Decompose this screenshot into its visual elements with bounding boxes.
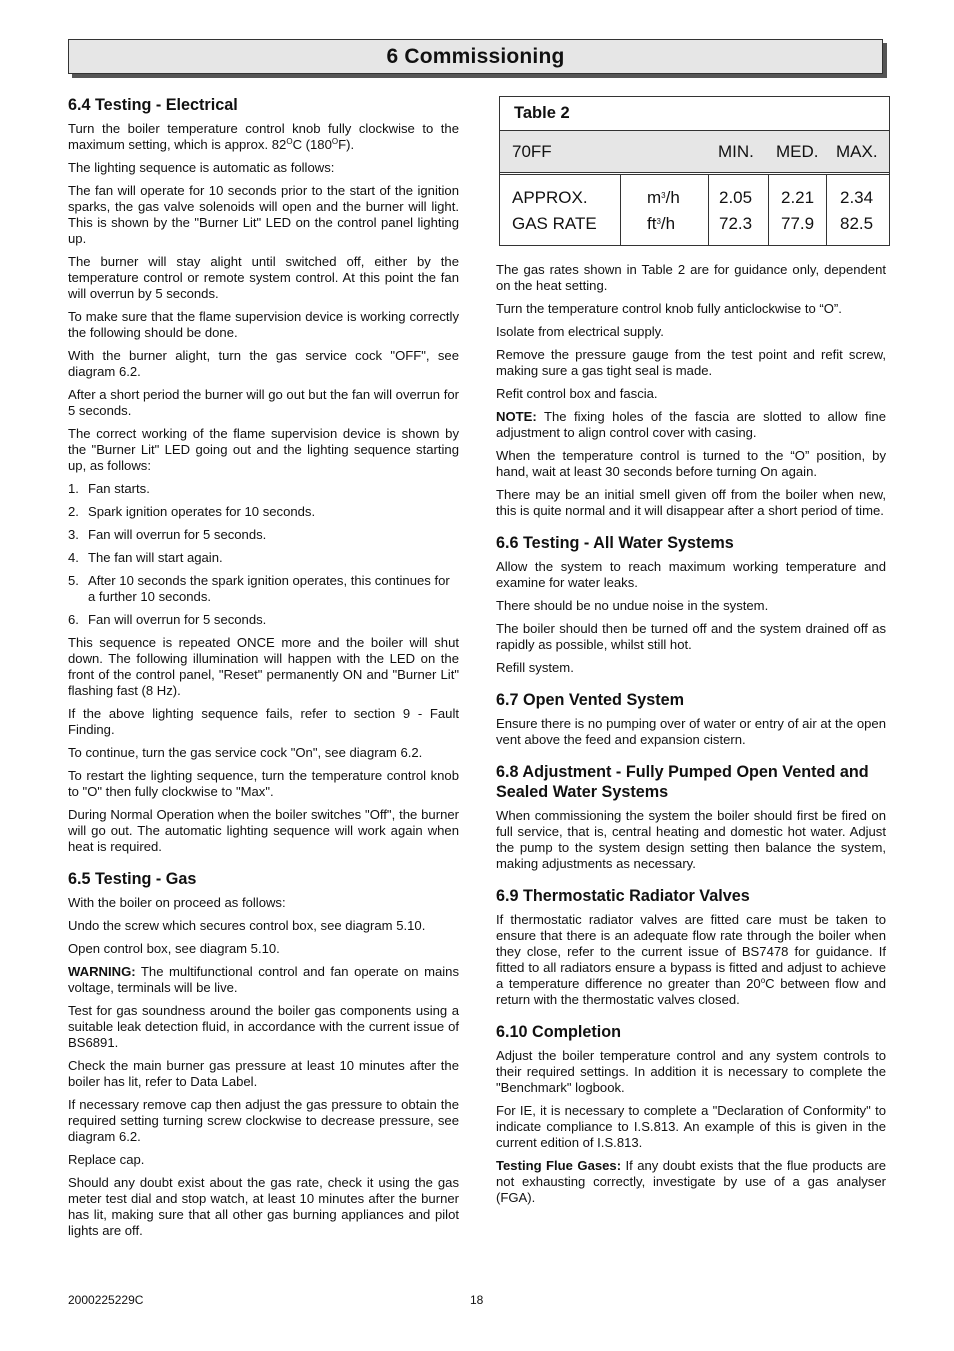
- paragraph: Refill system.: [496, 660, 574, 675]
- paragraph: The boiler should then be turned off and the system drained off as rapidly as possible, whilst still hot.: [496, 621, 886, 652]
- warning-label: WARNING:: [68, 964, 136, 979]
- paragraph: During Normal Operation when the boiler switches "Off", the burner will go out. The automatic lighting sequence will work again when heat is required.: [68, 807, 459, 854]
- chapter-banner: [68, 39, 883, 74]
- list-item: [68, 550, 459, 566]
- paragraph: The correct working of the flame supervision device is shown by the "Burner Lit" LED going out and the lighting sequence starting up, as follows:: [68, 426, 459, 473]
- paragraph: To continue, turn the gas service cock "On", see diagram 6.2.: [68, 745, 423, 760]
- text: F).: [338, 137, 355, 152]
- table-data-row: [500, 175, 889, 246]
- warning-text: The multifunctional control and fan operate on mains voltage, terminals will be live.: [68, 964, 459, 995]
- paragraph: [496, 912, 886, 1008]
- section-heading-6-10: 6.10 Completion: [496, 1023, 622, 1041]
- section-heading-6-4: 6.4 Testing - Electrical: [68, 96, 238, 114]
- flue-text: If any doubt exists that the flue products are not exhausting correctly, investigate by use of a gas analyser (FGA).: [496, 1158, 887, 1205]
- paragraph: Check the main burner gas pressure at least 10 minutes after the boiler has lit, refer to Data Label.: [68, 1058, 459, 1089]
- paragraph: The fan will operate for 10 seconds prior to the start of the ignition sparks, the gas valve solenoids will open and the burner will light. This is shown by the "Burner Lit" LED on the control panel lighting up.: [68, 183, 459, 246]
- header-min: MIN.: [718, 141, 754, 161]
- list-text: Fan starts.: [88, 481, 150, 496]
- table-caption: Table 2: [500, 97, 889, 131]
- note-paragraph: [496, 409, 886, 441]
- unit-text: m: [647, 187, 662, 207]
- min-cell: [709, 175, 769, 246]
- max-cell: [827, 175, 889, 246]
- list-item: [68, 612, 459, 628]
- note-label: NOTE:: [496, 409, 537, 424]
- paragraph: Replace cap.: [68, 1152, 145, 1167]
- paragraph: When commissioning the system the boiler should first be fired on full service, that is, central heating and domestic hot water. Adjust the pump to the system design setting then balance the system, making adjustments as necessary.: [496, 808, 886, 871]
- chapter-title: 6 Commissioning: [386, 44, 565, 68]
- page-number: 18: [470, 1293, 484, 1307]
- left-column: [68, 95, 459, 1246]
- paragraph: To make sure that the flame supervision device is working correctly the following should be done.: [68, 309, 459, 340]
- list-number: 1.: [68, 481, 79, 496]
- paragraph: Allow the system to reach maximum working temperature and examine for water leaks.: [496, 559, 886, 590]
- paragraph: The burner will stay alight until switched off, either by the temperature control or remote system control. At this point the fan will overrun by 5 seconds.: [68, 254, 459, 301]
- table-header-row: [500, 131, 889, 173]
- unit-metric: [647, 185, 708, 211]
- list-number: 3.: [68, 527, 79, 542]
- model-label: 70FF: [512, 141, 552, 161]
- list-text: Fan will overrun for 5 seconds.: [88, 612, 267, 627]
- section-heading-6-9: 6.9 Thermostatic Radiator Valves: [496, 887, 750, 905]
- paragraph: There should be no undue noise in the system.: [496, 598, 769, 613]
- paragraph: For IE, it is necessary to complete a "Declaration of Conformity" to indicate compliance to I.S.813. An example of this is given in the current edition of I.S.813.: [496, 1103, 886, 1150]
- paragraph: [68, 121, 459, 153]
- paragraph: Should any doubt exist about the gas rate, check it using the gas meter test dial and stop watch, at least 10 minutes after the burner has lit, making sure that all other gas burning appliances and pilot lights are off.: [68, 1175, 459, 1238]
- paragraph: After a short period the burner will go out but the fan will overrun for 5 seconds.: [68, 387, 459, 418]
- text: Turn the boiler temperature control knob fully clockwise to the maximum setting, which is approx. 82: [68, 121, 459, 152]
- text: C (180: [292, 137, 332, 152]
- max-metric-value: 2.34: [840, 187, 874, 207]
- paragraph: If the above lighting sequence fails, refer to section 9 - Fault Finding.: [68, 706, 459, 737]
- paragraph: Undo the screw which secures control box, see diagram 5.10.: [68, 918, 426, 933]
- superscript: 3: [661, 190, 666, 200]
- paragraph: With the burner alight, turn the gas service cock "OFF", see diagram 6.2.: [68, 348, 459, 379]
- paragraph: Ensure there is no pumping over of water or entry of air at the open vent above the feed and expansion cistern.: [496, 716, 886, 747]
- paragraph: Adjust the boiler temperature control and any system controls to their required settings. In addition it is necessary to complete the "Benchmark" logbook.: [496, 1048, 886, 1095]
- paragraph: With the boiler on proceed as follows:: [68, 895, 286, 910]
- paragraph: Turn the temperature control knob fully anticlockwise to “O”.: [496, 301, 842, 316]
- section-heading-6-6: 6.6 Testing - All Water Systems: [496, 534, 734, 552]
- paragraph: Remove the pressure gauge from the test point and refit screw, making sure a gas tight seal is made.: [496, 347, 886, 378]
- list-number: 4.: [68, 550, 79, 565]
- list-text: The fan will start again.: [88, 550, 223, 565]
- list-number: 6.: [68, 612, 79, 627]
- text: If thermostatic radiator valves are fitted care must be taken to ensure that there is an adequate flow rate through the boiler when they close, refer to the current issue of BS7478 for guidance. If fitted to all radiators ensure a bypass is fitted and adjust to achieve a temperature difference no greater than 20: [496, 912, 886, 991]
- paragraph: This sequence is repeated ONCE more and the boiler will shut down. The following illumination will happen with the LED on the front of the control panel, "Reset" permanently ON and "Burner Lit" flashing fast (8 Hz).: [68, 635, 459, 698]
- min-metric-value: 2.05: [719, 187, 753, 207]
- list-item: [68, 573, 459, 605]
- list-item: [68, 481, 459, 497]
- lighting-sequence-list: [68, 481, 459, 628]
- flue-paragraph: [496, 1158, 886, 1206]
- list-text: After 10 seconds the spark ignition operates, this continues for a further 10 seconds.: [88, 573, 450, 604]
- warning-paragraph: [68, 964, 459, 996]
- unit-imperial: [647, 211, 708, 237]
- rate-label-line1: APPROX.: [512, 187, 588, 207]
- header-med: MED.: [776, 141, 819, 161]
- list-text: Fan will overrun for 5 seconds.: [88, 527, 267, 542]
- unit-text: /h: [660, 213, 676, 233]
- rate-label-cell: [500, 175, 621, 246]
- superscript: o: [760, 976, 766, 985]
- paragraph: The lighting sequence is automatic as follows:: [68, 160, 335, 175]
- paragraph: The gas rates shown in Table 2 are for guidance only, dependent on the heat setting.: [496, 262, 886, 293]
- med-metric-value: 2.21: [781, 187, 815, 207]
- section-heading-6-7: 6.7 Open Vented System: [496, 691, 685, 709]
- paragraph: Refit control box and fascia.: [496, 386, 658, 401]
- paragraph: Test for gas soundness around the boiler gas components using a suitable leak detection fluid, in accordance with the current issue of BS6891.: [68, 1003, 459, 1050]
- flue-label: Testing Flue Gases:: [496, 1158, 622, 1173]
- list-item: [68, 527, 459, 543]
- note-text: The fixing holes of the fascia are slotted to allow fine adjustment to align control cover with casing.: [496, 409, 886, 440]
- max-imperial-value: 82.5: [840, 213, 874, 233]
- paragraph: If necessary remove cap then adjust the gas pressure to obtain the required setting turning screw clockwise to decrease pressure, see diagram 6.2.: [68, 1097, 459, 1144]
- document-code: 2000225229C: [68, 1293, 144, 1307]
- paragraph: There may be an initial smell given off from the boiler when new, this is quite normal and it will disappear after a short period of time.: [496, 487, 886, 518]
- min-imperial-value: 72.3: [719, 213, 753, 233]
- list-number: 2.: [68, 504, 79, 519]
- superscript: 3: [656, 216, 661, 226]
- unit-text: ft: [647, 213, 657, 233]
- paragraph: Open control box, see diagram 5.10.: [68, 941, 280, 956]
- text: C between flow and return with the thermostatic valves closed.: [496, 976, 886, 1007]
- unit-text: /h: [665, 187, 680, 207]
- list-text: Spark ignition operates for 10 seconds.: [88, 504, 316, 519]
- list-number: 5.: [68, 573, 79, 588]
- unit-cell: [621, 175, 709, 246]
- paragraph: When the temperature control is turned to the “O” position, by hand, wait at least 30 seconds before turning On again.: [496, 448, 886, 479]
- list-item: [68, 504, 459, 520]
- gas-rate-table: [499, 96, 890, 246]
- paragraph: Isolate from electrical supply.: [496, 324, 664, 339]
- med-imperial-value: 77.9: [781, 213, 815, 233]
- rate-label-line2: GAS RATE: [512, 213, 597, 233]
- paragraph: To restart the lighting sequence, turn the temperature control knob to "O" then fully clockwise to "Max".: [68, 768, 459, 799]
- section-heading-6-8: 6.8 Adjustment - Fully Pumped Open Vented and Sealed Water Systems: [496, 763, 869, 801]
- right-column: [496, 262, 886, 1213]
- header-max: MAX.: [836, 141, 878, 161]
- section-heading-6-5: 6.5 Testing - Gas: [68, 870, 197, 888]
- med-cell: [769, 175, 827, 246]
- superscript: O: [286, 137, 293, 146]
- superscript: O: [331, 137, 339, 146]
